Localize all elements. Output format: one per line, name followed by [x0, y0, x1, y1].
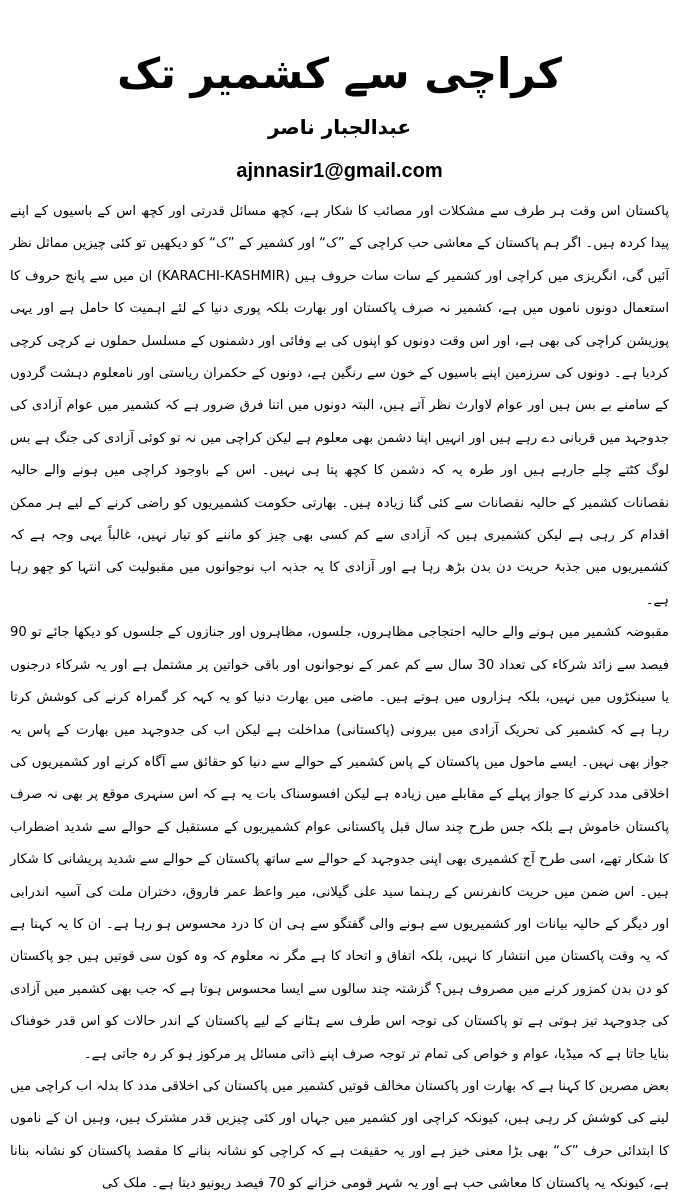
paragraph-3: بعض مصرین کا کہنا ہے کہ بھارت اور پاکستان مخالف قوتیں کشمیر میں پاکستان کی اخلاقی مدد کا بدلہ اب کراچی میں لینے کی کوشش کر رہی ہیں، کیونکہ کراچی اور کشمیر میں جہاں اور کئی چیزیں قدر مشترک ہیں، وہیں ان کے ناموں کا ابتدائی حرف ”ک“ بھی بڑا معنی خیز ہے اور یہ حقیقت ہے کہ کراچی کو نشانہ بنانے کا مقصد پاکستان کو نشانہ بنانا ہے، کیونکہ یہ پاکستان کا معاشی حب ہے اور یہ شہر قومی خزانے کو 70 فیصد ریونیو دیتا ہے۔ ملک کی — [10, 1078, 669, 1192]
article-body — [10, 196, 669, 1201]
paragraph-1: پاکستان اس وقت ہر طرف سے مشکلات اور مصائب کا شکار ہے، کچھ مسائل قدرتی اور کچھ اس کے باسیوں کے اپنے پیدا کردہ ہیں۔ اگر ہم پاکستان کے معاشی حب کراچی کے ”ک“ اور کشمیر کے ”ک“ کو دیکھیں تو کئی چیزیں مماثل نظر آئیں گی، انگریزی میں کراچی اور کشمیر کے سات سات حروف ہیں (KARACHI-KASHMIR) ان میں سے پانچ حروف کا استعمال دونوں ناموں میں ہے، کشمیر نہ صرف پاکستان اور بھارت بلکہ پوری دنیا کے لئے اہمیت کا حامل ہے اور یہی پوزیشن کراچی کی بھی ہے، اور اس وقت دونوں کو اپنوں کی بے وفائی اور دشمنوں کے مسلسل حملوں نے کرچی کرچی کردیا ہے۔ دونوں کی سرزمین اپنے باسیوں کے خون سے رنگین ہے، دونوں کے حکمران ریاستی اور نامعلوم دہشت گردوں کے سامنے بے بس ہیں اور عوام لاوارث نظر آتے ہیں، البتہ دونوں میں اتنا فرق ضرور ہے کہ کشمیر میں عوام آزادی کی جدوجہد میں قربانی دے رہے ہیں اور انہیں اپنا دشمن بھی معلوم ہے لیکن کراچی میں نہ تو کوئی آزادی کی جنگ ہے بس لوگ کٹتے چلے جارہے ہیں اور طرہ یہ کہ دشمن کا کچھ پتا ہی نہیں۔ اس کے باوجود کراچی میں ہونے والے حالیہ نقصانات کشمیر کے حالیہ نقصانات سے کئی گنا زیادہ ہیں۔ بھارتی حکومت کشمیریوں کو راضی کرنے کے لیے ہر ممکن اقدام کر رہی ہے لیکن کشمیری ہیں کہ آزادی سے کم کسی بھی چیز کو ماننے کو تیار نہیں، غالباً یہی وجہ ہے کہ کشمیریوں میں جذبۂ حریت دن بدن بڑھ رہا ہے اور آزادی کا یہ جذبہ اب نوجوانوں میں مقبولیت کی انتہا کو چھو رہا ہے۔ — [10, 204, 669, 608]
paragraph-2: مقبوضہ کشمیر میں ہونے والے حالیہ احتجاجی مظاہروں، جلسوں، مظاہروں اور جنازوں کے جلسوں کو دیکھا جائے تو 90 فیصد سے زائد شرکاء کی تعداد 30 سال سے کم عمر کے نوجوانوں اور باقی خواتین پر مشتمل ہے اور یہ شرکاء درجنوں یا سینکڑوں میں نہیں، بلکہ ہزاروں میں ہوتے ہیں۔ ماضی میں بھارت دنیا کو یہ کہہ کر گمراہ کرنے کی کوشش کرتا رہا ہے کہ کشمیر کی تحریک آزادی میں بیرونی (پاکستانی) مداخلت ہے لیکن اب کی جدوجہد میں بھارت کے پاس یہ جواز بھی نہیں۔ ایسے ماحول میں پاکستان کے پاس کشمیر کے حوالے سے دنیا کو حقائق سے آگاہ کرنے اور کشمیریوں کی اخلاقی مدد کرنے کا جواز پہلے کے مقابلے میں زیادہ ہے لیکن افسوسناک بات یہ ہے کہ اس سنہری موقع پر بھی نہ صرف پاکستان خاموش ہے بلکہ جس طرح چند سال قبل پاکستانی عوام کشمیریوں کے مستقبل کے حوالے سے شدید اضطراب کا شکار تھے، اسی طرح آج کشمیری بھی اپنی جدوجہد کے حوالے سے ساتھ پاکستان کے حوالے سے شدید پریشانی کا شکار ہیں۔ اس ضمن میں حریت کانفرنس کے رہنما سید علی گیلانی، میر واعظ عمر فاروق، دختران ملت کی آسیہ اندرابی اور دیگر کے حالیہ بیانات اور کشمیریوں سے ہونے والی گفتگو سے ہی ان کا درد محسوس ہو رہا ہے۔ ان کا یہ کہنا ہے کہ یہ وقت پاکستان میں انتشار کا نہیں، بلکہ اتفاق و اتحاد کا ہے مگر نہ معلوم کہ وہ کون سی قوتیں ہیں جو پاکستان کو دن بدن کمزور کرنے میں مصروف ہیں؟ گزشتہ چند سالوں سے ایسا محسوس ہوتا ہے کہ جب بھی کشمیر میں آزادی کی جدوجہد تیز ہوتی ہے تو پاکستان کی توجہ اس طرف سے ہٹانے کے لیے پاکستان کے اندر حالات کو اس قدر خوفناک بنایا جاتا ہے کہ میڈیا، عوام و خواص کی تمام تر توجہ صرف اپنے ذاتی مسائل پر مرکوز ہو کر رہ جاتی ہے۔ — [10, 625, 669, 1062]
author-email: ajnnasir1@gmail.com — [236, 160, 443, 182]
article-title: کراچی سے کشمیر تک — [117, 49, 562, 98]
article-author: عبدالجبار ناصر — [267, 115, 412, 139]
